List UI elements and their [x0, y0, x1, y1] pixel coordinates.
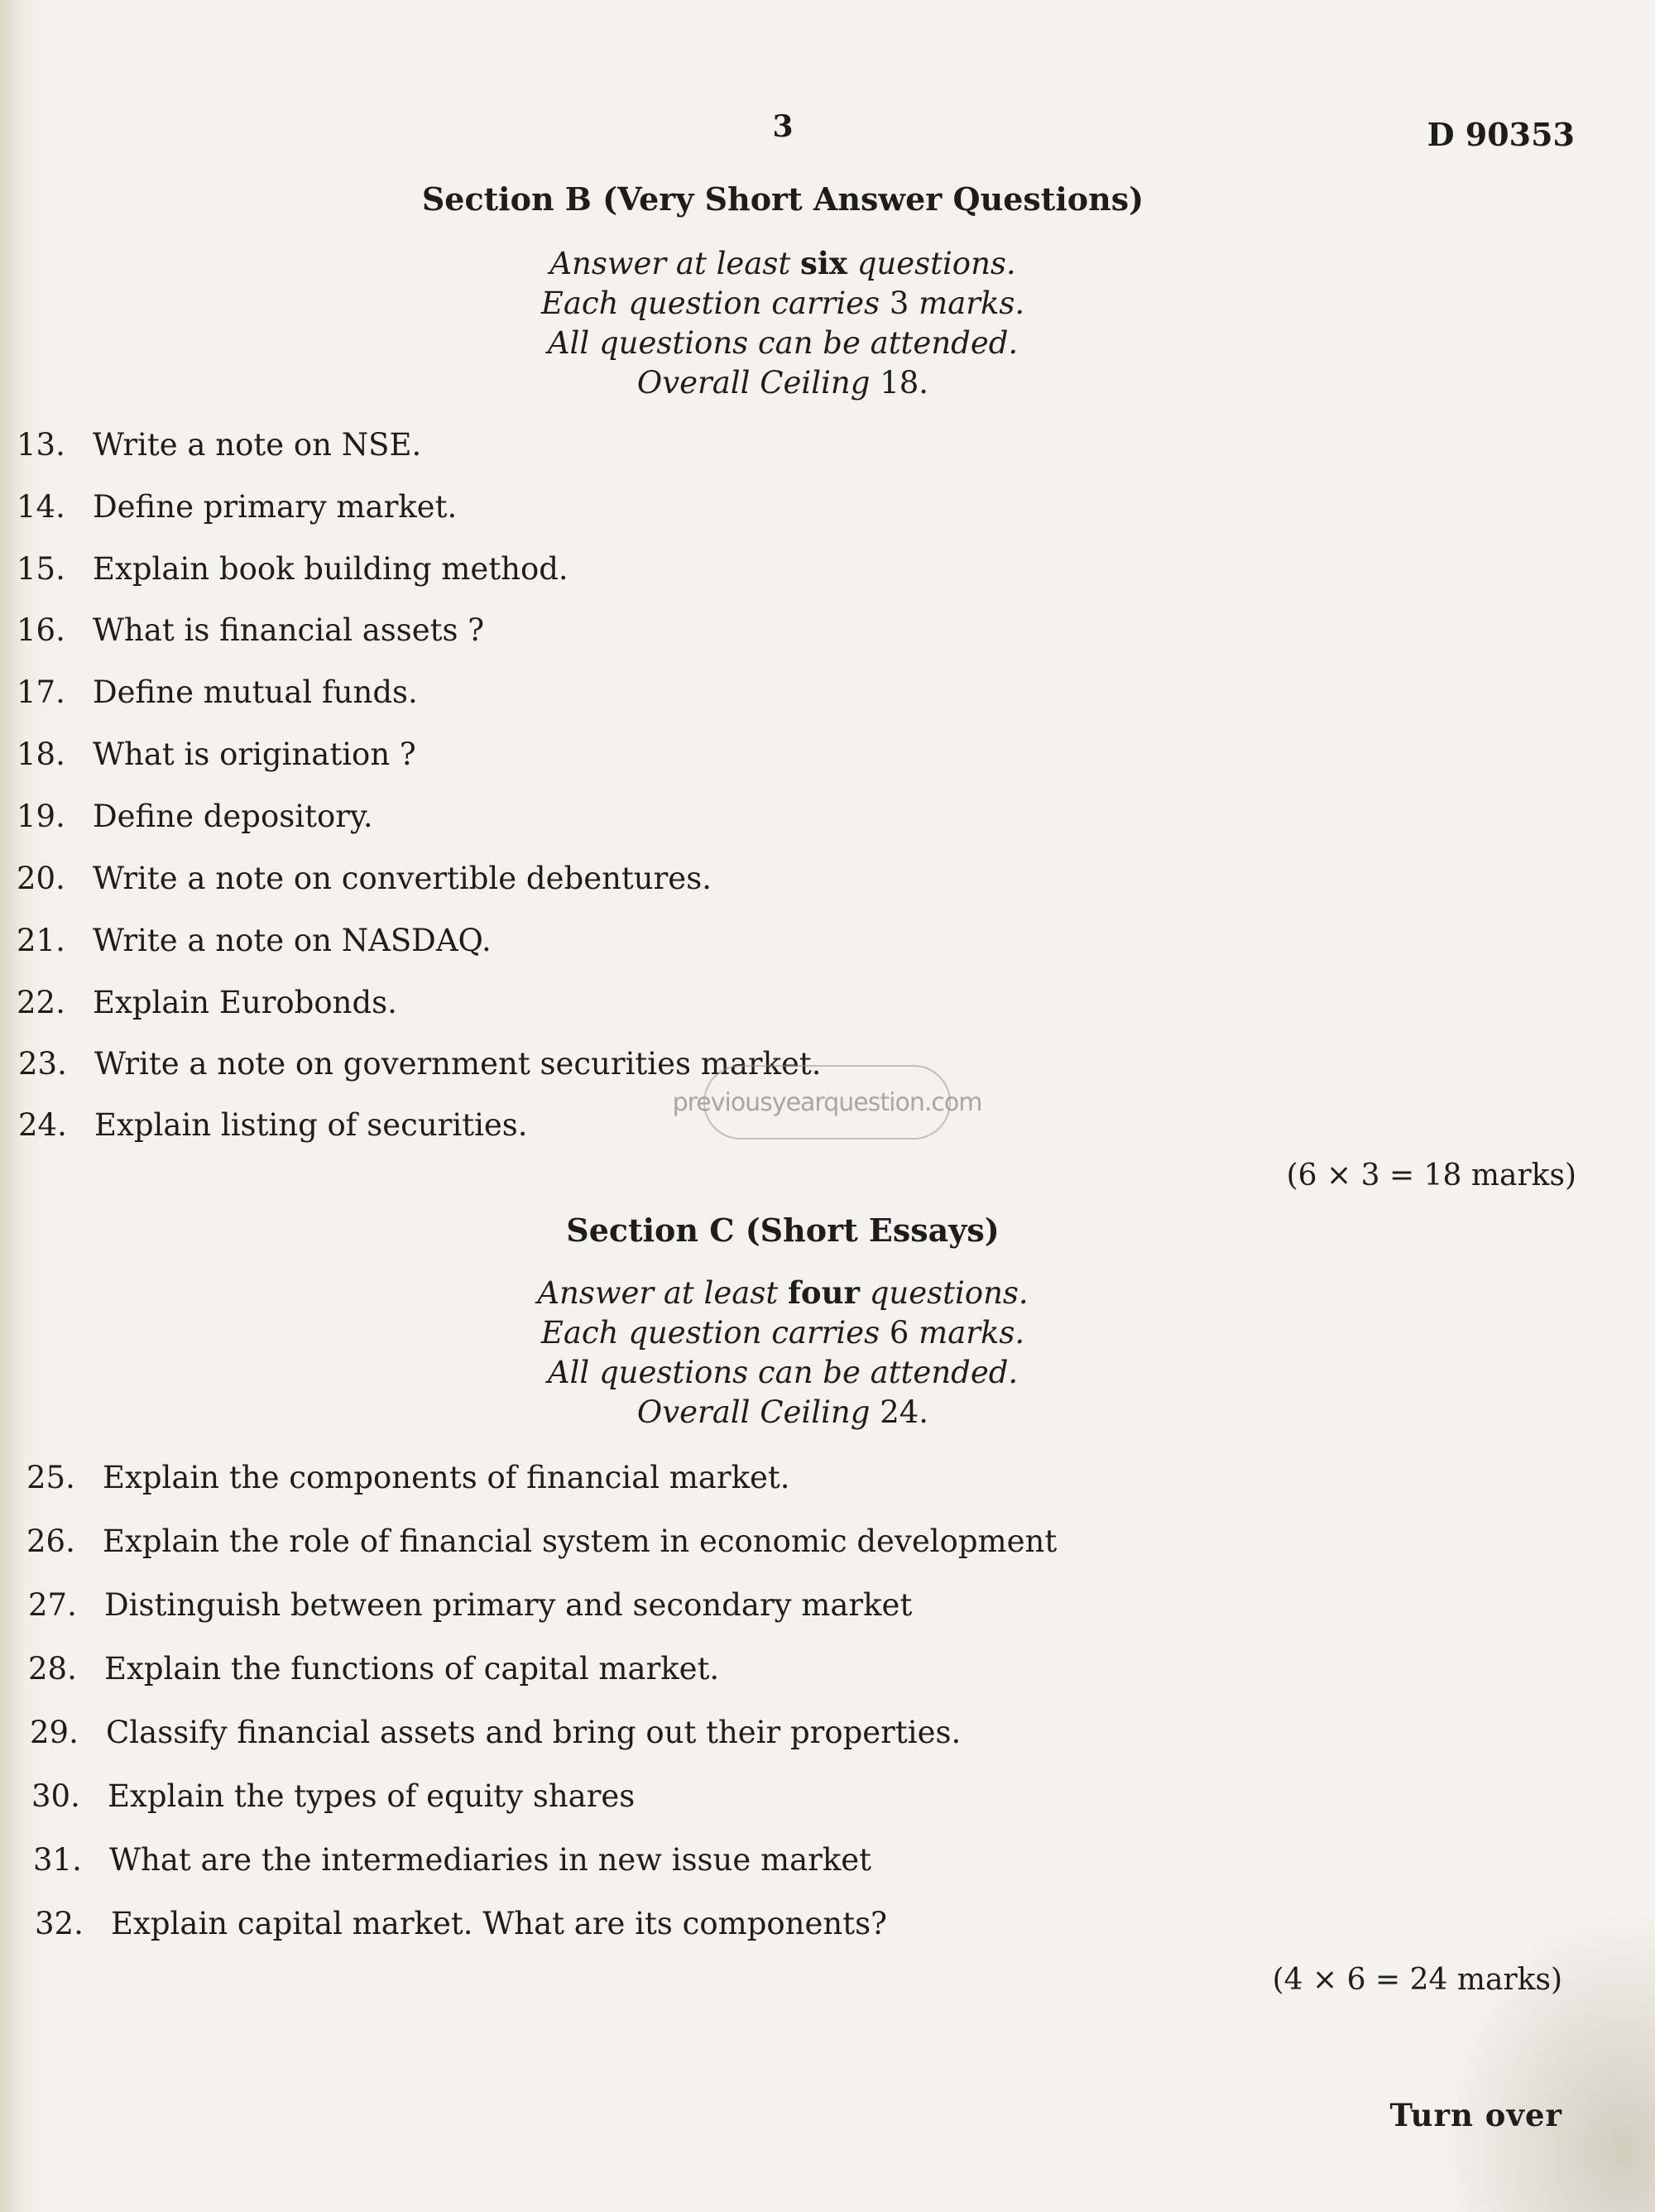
question-30: 30. Explain the types of equity shares [31, 1778, 636, 1814]
section-b-instructions [0, 243, 1566, 403]
section-c-instructions [0, 1273, 1566, 1432]
section-c-instruction-2: Each question carries 6 marks. [540, 1315, 1025, 1351]
question-17: 17. Define mutual funds. [17, 674, 418, 710]
section-b-instruction-4: Overall Ceiling 18. [636, 365, 929, 401]
question-18: 18. What is origination ? [17, 737, 416, 772]
question-16: 16. What is financial assets ? [17, 612, 485, 648]
question-27: 27. Distinguish between primary and secondary market [28, 1587, 913, 1623]
paper-code: D 90353 [1427, 116, 1575, 153]
section-b-instruction-2: Each question carries 3 marks. [540, 285, 1025, 321]
section-c-instruction-1: Answer at least four questions. [537, 1274, 1029, 1311]
question-28: 28. Explain the functions of capital market. [28, 1651, 720, 1687]
question-19: 19. Define depository. [17, 799, 373, 834]
question-15: 15. Explain book building method. [17, 551, 568, 587]
page-number: 3 [772, 109, 794, 144]
question-29: 29. Classify financial assets and bring out their properties. [30, 1715, 962, 1750]
question-26: 26. Explain the role of financial system in economic development [26, 1523, 1058, 1559]
question-21: 21. Write a note on NASDAQ. [17, 923, 492, 958]
section-c-marks: (4 × 6 = 24 marks) [1272, 1963, 1562, 1997]
section-b-title: Section B (Very Short Answer Questions) [421, 180, 1144, 218]
question-22: 22. Explain Eurobonds. [17, 985, 397, 1020]
question-20: 20. Write a note on convertible debentures. [17, 861, 712, 896]
question-13: 13. Write a note on NSE. [17, 427, 422, 463]
section-b-instruction-3: All questions can be attended. [547, 325, 1019, 361]
section-b-instruction-1: Answer at least six questions. [549, 245, 1016, 281]
question-31: 31. What are the intermediaries in new issue market [33, 1842, 872, 1878]
question-25: 25. Explain the components of financial market. [26, 1460, 790, 1495]
turn-over-label: Turn over [1389, 2097, 1562, 2133]
section-c-instruction-4: Overall Ceiling 24. [636, 1394, 929, 1430]
question-14: 14. Define primary market. [17, 489, 458, 525]
question-23: 23. Write a note on government securities market. [18, 1046, 822, 1082]
section-c-title: Section C (Short Essays) [566, 1212, 1000, 1249]
question-24: 24. Explain listing of securities. [18, 1107, 528, 1143]
watermark-logo: previousyearquestion.com [703, 1065, 951, 1140]
section-b-marks: (6 × 3 = 18 marks) [1286, 1159, 1576, 1192]
section-c-instruction-3: All questions can be attended. [547, 1355, 1019, 1390]
question-32: 32. Explain capital market. What are its components? [35, 1906, 887, 1941]
